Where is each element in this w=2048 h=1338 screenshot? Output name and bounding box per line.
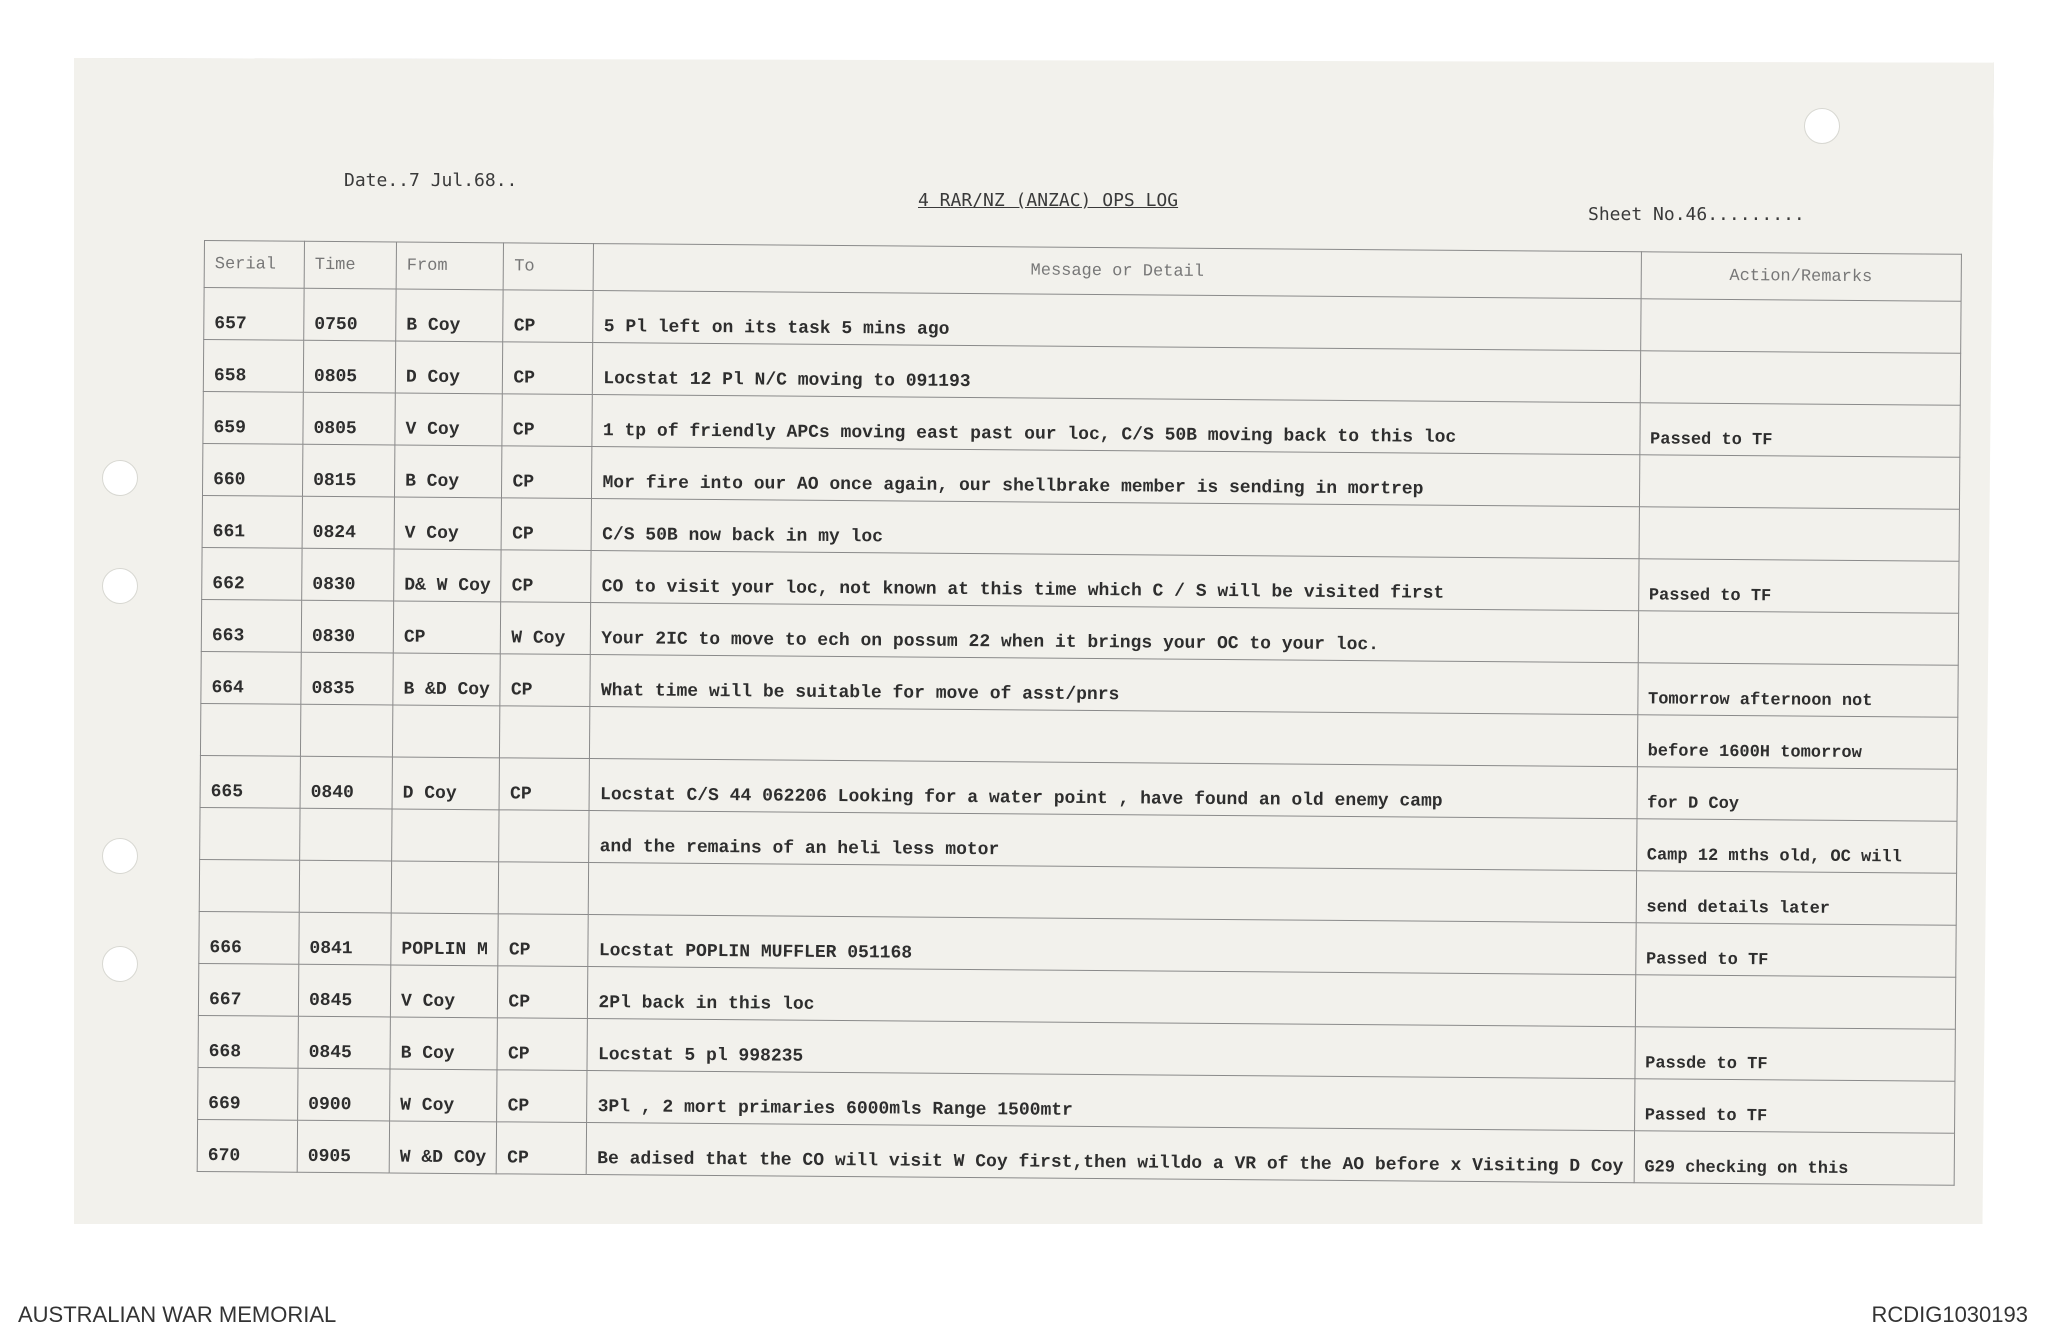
cell-message: 3Pl , 2 mort primaries 6000mls Range 1500mtr [587, 1071, 1635, 1131]
cell-serial: 657 [204, 288, 304, 341]
cell-time [299, 860, 391, 913]
cell-remarks: for D Coy [1637, 767, 1957, 822]
cell-to: CP [499, 758, 589, 811]
cell-time: 0840 [300, 756, 392, 809]
cell-time: 0905 [297, 1120, 389, 1173]
cell-time: 0805 [303, 392, 395, 445]
cell-to: CP [502, 394, 592, 447]
cell-time: 0815 [302, 444, 394, 497]
cell-remarks: Passed to TF [1635, 923, 1955, 978]
cell-from: D& W Coy [394, 549, 502, 602]
cell-time: 0835 [301, 652, 393, 705]
cell-to [499, 862, 589, 915]
col-serial: Serial [204, 241, 304, 289]
cell-to: CP [497, 1018, 587, 1071]
cell-to: W Coy [501, 602, 591, 655]
cell-message [589, 863, 1637, 923]
cell-from: CP [393, 601, 501, 654]
cell-time: 0845 [298, 1016, 390, 1069]
cell-to: CP [501, 498, 591, 551]
cell-to: CP [498, 966, 588, 1019]
cell-time: 0824 [302, 496, 394, 549]
cell-from: B Coy [396, 289, 504, 342]
cell-message: Your 2IC to move to ech on possum 22 when it brings your OC to your loc. [591, 603, 1639, 663]
cell-message: Locstat 5 pl 998235 [587, 1019, 1635, 1079]
cell-from: V Coy [395, 393, 503, 446]
punch-hole [102, 946, 138, 982]
cell-from: V Coy [394, 497, 502, 550]
cell-from: B Coy [390, 1017, 498, 1070]
sheet-number: Sheet No.46......... [1588, 204, 1805, 225]
cell-to: CP [497, 1070, 587, 1123]
cell-from: B Coy [394, 445, 502, 498]
cell-from [392, 809, 500, 862]
cell-remarks: before 1600H tomorrow [1637, 715, 1957, 770]
cell-serial: 659 [203, 391, 303, 444]
cell-time: 0830 [302, 548, 394, 601]
cell-serial [200, 703, 300, 756]
cell-serial: 669 [198, 1067, 298, 1120]
cell-remarks: Passed to TF [1639, 403, 1959, 458]
cell-remarks [1635, 975, 1955, 1030]
cell-from: B &D Coy [393, 653, 501, 706]
cell-remarks: G29 checking on this [1634, 1131, 1954, 1186]
cell-time [300, 808, 392, 861]
cell-serial: 667 [198, 963, 298, 1016]
cell-message: Be adised that the CO will visit W Coy first,then willdo a VR of the AO before x Visiting D Coy [587, 1123, 1635, 1183]
cell-to: CP [501, 550, 591, 603]
col-to: To [504, 243, 594, 291]
cell-serial: 663 [201, 599, 301, 652]
cell-time: 0750 [304, 288, 396, 341]
cell-remarks [1638, 611, 1958, 666]
cell-serial: 662 [202, 547, 302, 600]
cell-to: CP [500, 654, 590, 707]
cell-remarks [1639, 507, 1959, 562]
log-body [197, 288, 1960, 1186]
cell-from [391, 861, 499, 914]
cell-message: CO to visit your loc, not known at this time which C / S will be visited first [591, 551, 1639, 611]
cell-serial: 660 [202, 443, 302, 496]
punch-hole [102, 838, 138, 874]
punch-hole [1804, 108, 1840, 144]
cell-message [590, 707, 1638, 767]
cell-time [300, 704, 392, 757]
cell-message: Mor fire into our AO once again, our shellbrake member is sending in mortrep [592, 447, 1640, 507]
cell-message: Locstat C/S 44 062206 Looking for a water point , have found an old enemy camp [589, 759, 1637, 819]
log-title: 4 RAR/NZ (ANZAC) OPS LOG [918, 190, 1179, 211]
cell-remarks: Passed to TF [1638, 559, 1958, 614]
cell-remarks: Passed to TF [1634, 1079, 1954, 1134]
cell-remarks [1640, 299, 1960, 354]
cell-serial: 668 [198, 1015, 298, 1068]
cell-from [392, 705, 500, 758]
punch-hole [102, 568, 138, 604]
cell-to: CP [498, 914, 588, 967]
cell-serial: 670 [197, 1119, 297, 1172]
footer-left: AUSTRALIAN WAR MEMORIAL [18, 1302, 337, 1327]
cell-serial [200, 807, 300, 860]
col-time: Time [304, 241, 396, 289]
cell-to: CP [502, 446, 592, 499]
cell-from: D Coy [395, 341, 503, 394]
cell-message: Locstat POPLIN MUFFLER 051168 [588, 915, 1636, 975]
cell-from: W Coy [390, 1069, 498, 1122]
cell-serial: 664 [201, 651, 301, 704]
col-remarks: Action/Remarks [1641, 252, 1961, 302]
cell-serial: 665 [200, 755, 300, 808]
cell-remarks: send details later [1636, 871, 1956, 926]
cell-message: C/S 50B now back in my loc [591, 499, 1639, 559]
cell-to: CP [503, 342, 593, 395]
punch-hole [102, 460, 138, 496]
cell-serial: 658 [203, 340, 303, 393]
log-date: Date..7 Jul.68.. [344, 170, 518, 191]
cell-to: CP [497, 1122, 587, 1175]
cell-from: D Coy [392, 757, 500, 810]
ops-log-table [197, 240, 1962, 1186]
cell-serial: 661 [202, 495, 302, 548]
cell-message: Locstat 12 Pl N/C moving to 091193 [593, 343, 1641, 403]
cell-time: 0841 [299, 912, 391, 965]
cell-serial: 666 [199, 911, 299, 964]
col-message: Message or Detail [594, 244, 1642, 299]
cell-serial [199, 859, 299, 912]
cell-time: 0830 [301, 600, 393, 653]
cell-remarks [1639, 455, 1959, 510]
cell-message: and the remains of an heli less motor [589, 811, 1637, 871]
cell-time: 0805 [303, 340, 395, 393]
col-from: From [396, 242, 504, 290]
cell-message: 5 Pl left on its task 5 mins ago [593, 291, 1641, 351]
cell-time: 0900 [298, 1068, 390, 1121]
cell-from: POPLIN M [391, 913, 499, 966]
cell-remarks: Passde to TF [1635, 1027, 1955, 1082]
cell-time: 0845 [298, 964, 390, 1017]
footer-right: RCDIG1030193 [1871, 1302, 2028, 1327]
cell-remarks: Camp 12 mths old, OC will [1636, 819, 1956, 874]
cell-to [499, 810, 589, 863]
cell-from: W &D COy [389, 1121, 497, 1174]
cell-to [500, 706, 590, 759]
cell-message: 2Pl back in this loc [588, 967, 1636, 1027]
cell-remarks [1640, 351, 1960, 406]
cell-to: CP [503, 290, 593, 343]
cell-from: V Coy [390, 965, 498, 1018]
cell-message: What time will be suitable for move of asst/pnrs [590, 655, 1638, 715]
cell-remarks: Tomorrow afternoon not [1637, 663, 1957, 718]
cell-message: 1 tp of friendly APCs moving east past our loc, C/S 50B moving back to this loc [592, 395, 1640, 455]
